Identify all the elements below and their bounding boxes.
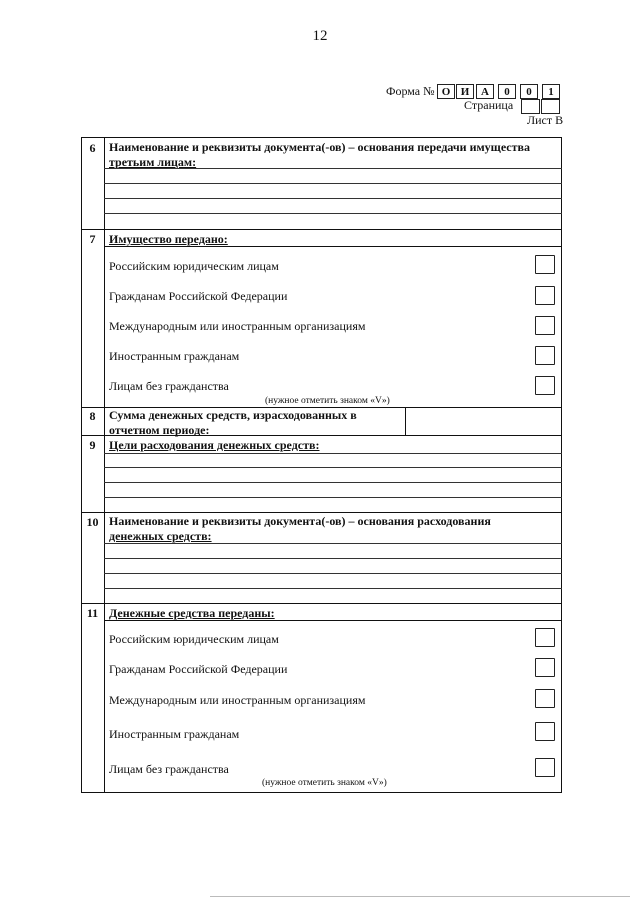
section-8-title-line1: Сумма денежных средств, израсходованных в [109,408,357,422]
entry-line[interactable] [104,482,562,483]
section-divider [104,620,562,621]
entry-line[interactable] [104,573,562,574]
section-divider [104,246,562,247]
entry-line[interactable] [104,467,562,468]
section-11-title: Денежные средства переданы: [109,606,275,620]
section-number: 8 [89,409,96,423]
option-checkbox[interactable] [535,658,555,677]
section-10-title-line2: денежных средств: [109,529,212,543]
sheet-label: Лист В [527,113,564,127]
section-number: 10 [86,515,99,529]
option-checkbox[interactable] [535,758,555,777]
option-checkbox[interactable] [535,286,555,305]
section-divider [81,512,562,513]
section-number: 6 [89,141,96,155]
form-code-cell: 0 [498,84,516,99]
entry-line[interactable] [104,183,562,184]
option-checkbox[interactable] [535,628,555,647]
entry-line[interactable] [104,198,562,199]
form-code-cell: 0 [520,84,538,99]
option-label: Российским юридическим лицам [109,632,279,646]
option-label: Лицам без гражданства [109,762,229,776]
option-checkbox[interactable] [535,376,555,395]
option-label: Лицам без гражданства [109,379,229,393]
option-checkbox[interactable] [535,689,555,708]
entry-line[interactable] [104,497,562,498]
check-mark-note: (нужное отметить знаком «V») [265,396,390,406]
entry-line[interactable] [104,558,562,559]
option-label: Российским юридическим лицам [109,259,279,273]
section-6-title-line1: Наименование и реквизиты документа(-ов) – основания передачи имущества [109,140,530,154]
section-10-title-line1: Наименование и реквизиты документа(-ов) – основания расходования [109,514,491,528]
section-number: 11 [86,606,99,620]
entry-line[interactable] [104,453,562,454]
section-divider [81,229,562,230]
section-6-title [109,140,530,170]
option-label: Иностранным гражданам [109,727,240,741]
option-checkbox[interactable] [535,316,555,335]
option-label: Гражданам Российской Федерации [109,289,288,303]
scan-edge-line [210,896,630,897]
option-label: Международным или иностранным организациям [109,693,366,707]
page-number-cell[interactable] [521,99,540,114]
entry-line[interactable] [104,168,562,169]
entry-line[interactable] [104,213,562,214]
form-code-cell: О [437,84,455,99]
page-number: 12 [312,28,328,44]
page-number-cell[interactable] [541,99,560,114]
page-label: Страница [464,98,514,112]
option-checkbox[interactable] [535,722,555,741]
check-mark-note: (нужное отметить знаком «V») [262,778,387,788]
section-divider [81,435,562,436]
option-checkbox[interactable] [535,255,555,274]
form-number-label: Форма № [386,84,435,98]
section-8-title-line2: отчетном периоде: [109,423,210,437]
number-column-divider [104,137,105,793]
section-7-title: Имущество передано: [109,232,228,246]
form-code-cell: И [456,84,474,99]
option-checkbox[interactable] [535,346,555,365]
section-divider [81,603,562,604]
entry-line[interactable] [104,543,562,544]
section-6-title-line2: третьим лицам: [109,155,197,169]
section-10-title [109,514,491,544]
section-8-title [109,408,357,438]
form-code-cell: А [476,84,494,99]
section-9-title: Цели расходования денежных средств: [109,438,320,452]
section-number: 9 [89,438,96,452]
option-label: Международным или иностранным организациям [109,319,366,333]
form-code-cell: 1 [542,84,560,99]
section-number: 7 [89,232,96,246]
option-label: Иностранным гражданам [109,349,240,363]
amount-input-cell[interactable] [406,408,561,434]
option-label: Гражданам Российской Федерации [109,662,288,676]
entry-line[interactable] [104,588,562,589]
